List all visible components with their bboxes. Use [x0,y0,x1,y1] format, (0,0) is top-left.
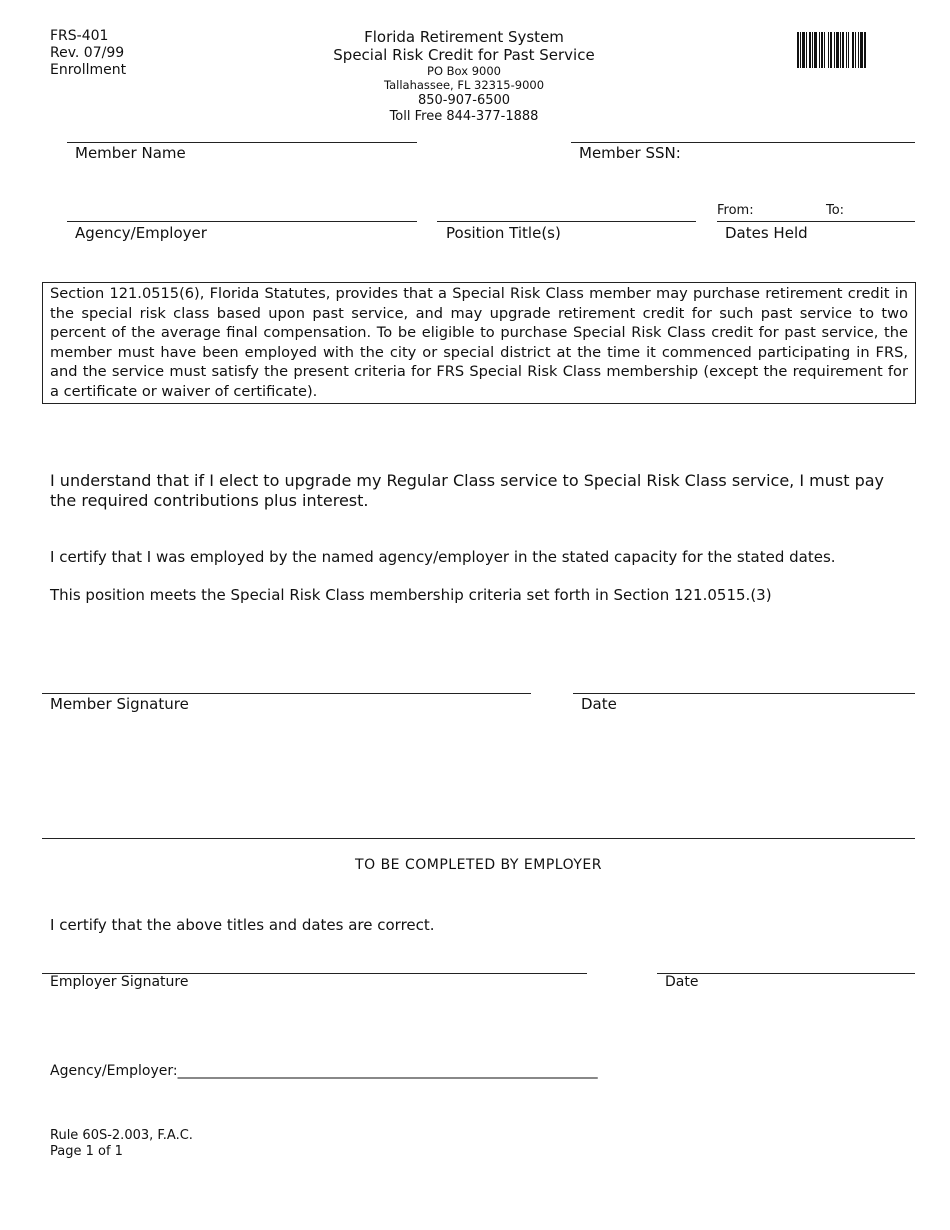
header [300,28,628,125]
barcode-bar [806,32,807,68]
barcode-bar [797,32,799,68]
phone: 850-907-6500 [417,93,511,108]
barcode-bar [824,32,825,68]
barcode-bar [842,32,844,68]
barcode-bar [846,32,847,68]
toll-free: Toll Free 844-377-1888 [389,109,539,124]
form-number: FRS-401 [50,28,109,44]
member-signature-line[interactable] [42,693,531,694]
certify-statement: I certify that I was employed by the named agency/employer in the stated capacity for the stated dates. [50,548,836,566]
rule-reference: Rule 60S-2.003, F.A.C. [50,1128,193,1143]
barcode-bar [836,32,839,68]
barcode-bar [814,32,817,68]
member-date-line[interactable] [573,693,915,694]
barcode-bar [852,32,854,68]
form-title: Special Risk Credit for Past Service [333,46,595,64]
footer [50,1128,193,1160]
barcode-bar [864,32,866,68]
page-number: Page 1 of 1 [50,1144,123,1159]
member-date-label: Date [581,695,617,713]
member-name-line[interactable] [67,142,417,143]
barcode-bar [809,32,811,68]
barcode-bar [840,32,841,68]
employer-heading: TO BE COMPLETED BY EMPLOYER [355,857,602,873]
to-label: To: [826,203,845,218]
dates-held-line[interactable] [717,221,915,222]
barcode-icon [797,32,905,68]
employer-section-divider [42,838,915,839]
member-ssn-label: Member SSN: [579,144,681,162]
barcode-bar [812,32,813,68]
employer-agency-field[interactable]: Agency/Employer:____________________________________________________________ [50,1063,598,1079]
barcode-bar [828,32,829,68]
barcode-bar [860,32,863,68]
address-line-1: PO Box 9000 [427,64,501,78]
barcode-bar [848,32,849,68]
member-signature-label: Member Signature [50,695,189,713]
position-titles-label: Position Title(s) [446,224,561,242]
barcode-bar [802,32,805,68]
member-name-label: Member Name [75,144,186,162]
form-revision: Rev. 07/99 [50,45,125,61]
dates-held-label: Dates Held [725,224,808,242]
barcode-bar [800,32,801,68]
agency-employer-label: Agency/Employer [75,224,207,242]
statute-notice: Section 121.0515(6), Florida Statutes, provides that a Special Risk Class member may purchase retirement credit in the special risk class based upon past service, and may upgrade retirement credit for such past service to two percent of the average final compensation. To be eligible to purchase Special Risk Class credit for past service, the member must have been employed with the city or special district at the time it commenced participating in FRS, and the service must satisfy the present criteria for FRS Special Risk Class membership (except the requirement for a certificate or waiver of certificate). [42,282,916,404]
criteria-statement: This position meets the Special Risk Class membership criteria set forth in Section 121.0515.(3) [50,586,772,604]
employer-date-label: Date [665,974,699,990]
agency-employer-line[interactable] [67,221,417,222]
barcode-bar [858,32,859,68]
employer-certify: I certify that the above titles and dates are correct. [50,916,435,934]
barcode-bar [821,32,823,68]
form-category: Enrollment [50,62,127,78]
from-label: From: [717,203,754,218]
barcode-bar [855,32,856,68]
barcode-bar [819,32,820,68]
member-ssn-line[interactable] [571,142,915,143]
org-name: Florida Retirement System [364,28,564,46]
employer-signature-label: Employer Signature [50,974,189,990]
position-title-line[interactable] [437,221,696,222]
barcode-bar [830,32,832,68]
understand-statement: I understand that if I elect to upgrade my Regular Class service to Special Risk Class service, I must pay the required contributions plus interest. [50,471,884,510]
form-info [50,28,126,79]
address-line-2: Tallahassee, FL 32315-9000 [383,78,545,92]
barcode-bar [834,32,835,68]
